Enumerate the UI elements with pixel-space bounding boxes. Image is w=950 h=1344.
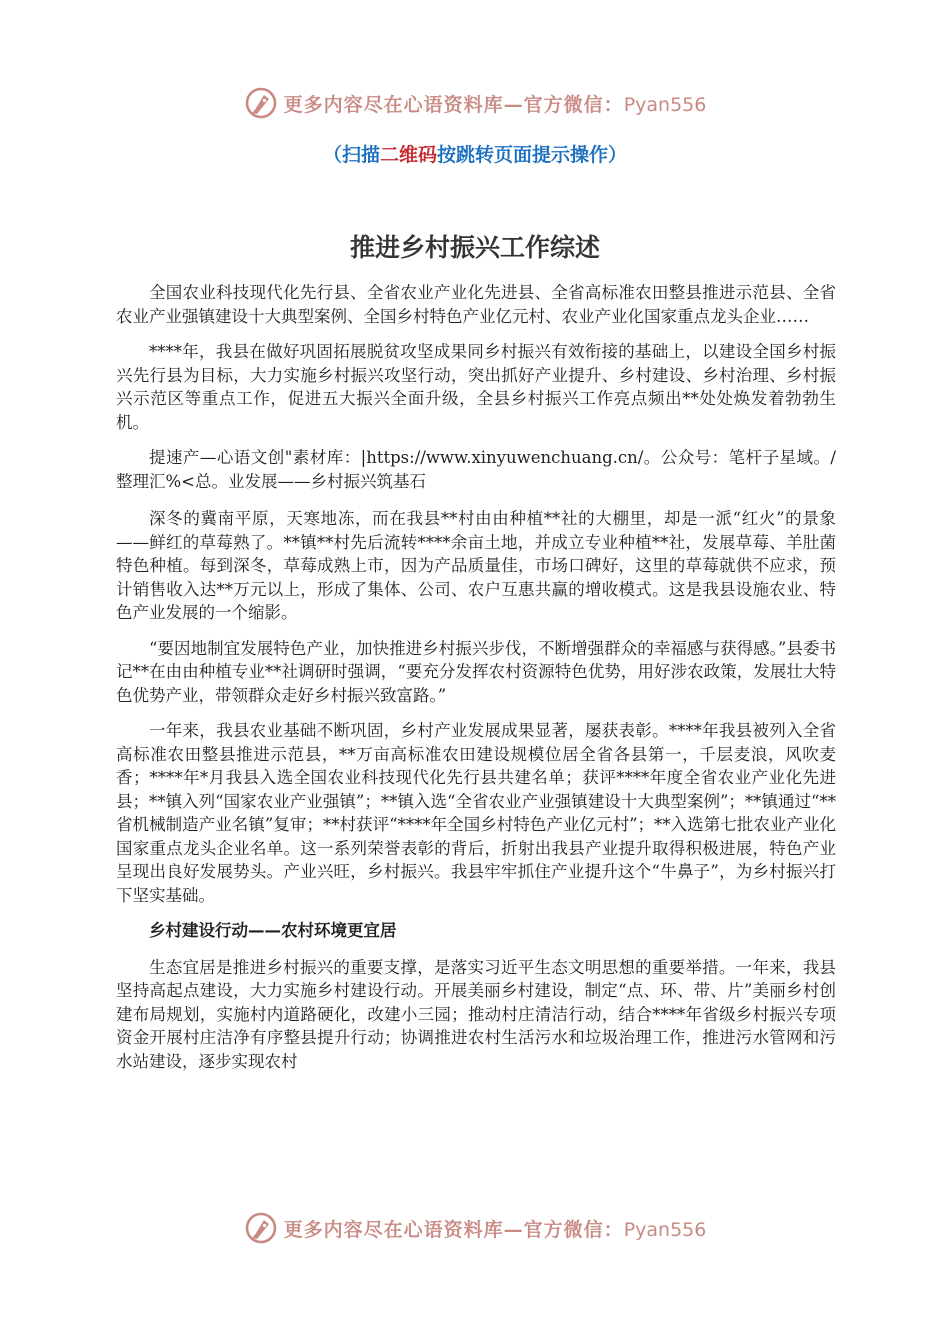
paragraph-quote: “要因地制宜发展特色产业，加快推进乡村振兴步伐，不断增强群众的幸福感与获得感。”县委书记**在由由种植专业**社调研时强调，“要充分发挥农村资源特色优势，用好涉农政策，发展壮大特色优势产业，带领群众走好乡村振兴致富路。” [116, 638, 836, 705]
scan-tip-rest: 按跳转页面提示操作） [437, 144, 628, 166]
scan-tip-open: （扫描 [322, 144, 380, 166]
banner-wechat-id: Pyan556 [623, 93, 707, 116]
paragraph-overview: ****年，我县在做好巩固拓展脱贫攻坚成果同乡村振兴有效衔接的基础上，以建设全国乡村振兴先行县为目标，大力实施乡村振兴攻坚行动，突出抓好产业提升、乡村建设、乡村治理、乡村振兴示范区等重点工作，促进五大振兴全面升级，全县乡村振兴工作亮点频出**处处焕发着勃勃生机。 [116, 342, 836, 432]
banner-separator: — [503, 1218, 524, 1241]
section-heading: 乡村建设行动——农村环境更宜居 [149, 921, 397, 940]
banner-wechat-id: Pyan556 [623, 1218, 707, 1241]
paragraph-achievements: 一年来，我县农业基础不断巩固，乡村产业发展成果显著，屡获表彰。****年我县被列入全省高标准农田整县推进示范县，**万亩高标准农田建设规模位居全省各县第一，千层麦浪，风吹麦香；****年*月我县入选全国农业科技现代化先行县共建名单；获评****年度全省农业产业化先进县；**镇入列“国家农业产业强镇”；**镇入选“全省农业产业强镇建设十大典型案例”；**镇通过“**省机械制造产业名镇”复审；**村获评“****年全国乡村特色产业亿元村”；**入选第七批农业产业化国家重点龙头企业名单。这一系列荣誉表彰的背后，折射出我县产业提升取得积极进展，特色产业呈现出良好发展势头。产业兴旺，乡村振兴。我县牢牢抓住产业提升这个“牛鼻子”，为乡村振兴打下坚实基础。 [116, 721, 836, 905]
document-title: 推进乡村振兴工作综述 [349, 233, 600, 262]
document-body [116, 281, 836, 1085]
banner-site-name: 更多内容尽在心语资料库 [283, 1218, 504, 1241]
paragraph-strawberry: 深冬的冀南平原，天寒地冻，而在我县**村由由种植**社的大棚里，却是一派“红火”的景象——鲜红的草莓熟了。**镇**村先后流转****余亩土地，并成立专业种植**社，发展草莓、羊肚菌特色种植。每到深冬，草莓成熟上市，因为产品质量佳，市场口碑好，这里的草莓就供不应求，预计销售收入达**万元以上，形成了集体、公司、农户互惠共赢的增收模式。这是我县设施农业、特色产业发展的一个缩影。 [116, 509, 836, 622]
banner-site-name: 更多内容尽在心语资料库 [283, 93, 504, 116]
scan-instruction [0, 140, 950, 167]
banner-text [284, 1215, 707, 1242]
paragraph-source-note: 提速产—心语文创"素材库：|https://www.xinyuwenchuang.cn/。公众号：笔杆子星域。/整理汇%<总。业发展——乡村振兴筑基石 [116, 448, 836, 491]
paragraph-intro: 全国农业科技现代化先行县、全省农业产业化先进县、全省高标准农田整县推进示范县、全省农业产业强镇建设十大典型案例、全国乡村特色产业亿元村、农业产业化国家重点龙头企业…… [116, 283, 836, 326]
banner-wechat-label: 官方微信： [523, 93, 624, 116]
pen-nib-logo-icon [244, 1211, 278, 1245]
paragraph-environment: 生态宜居是推进乡村振兴的重要支撑，是落实习近平生态文明思想的重要举措。一年来，我县坚持高起点建设，大力实施乡村建设行动。开展美丽乡村建设，制定“点、环、带、片”美丽乡村创建布局规划，实施村内道路硬化，改建小三园；推动村庄清洁行动，结合****年省级乡村振兴专项资金开展村庄洁净有序整县提升行动；协调推进农村生活污水和垃圾治理工作，推进污水管网和污水站建设，逐步实现农村 [116, 957, 836, 1071]
footer-banner [0, 1211, 950, 1245]
banner-wechat-label: 官方微信： [523, 1218, 624, 1241]
scan-tip-highlight: 二维码 [379, 144, 437, 166]
banner-separator: — [503, 93, 524, 116]
pen-nib-logo-icon [244, 86, 278, 120]
banner-text [284, 90, 707, 117]
header-banner [0, 86, 950, 120]
